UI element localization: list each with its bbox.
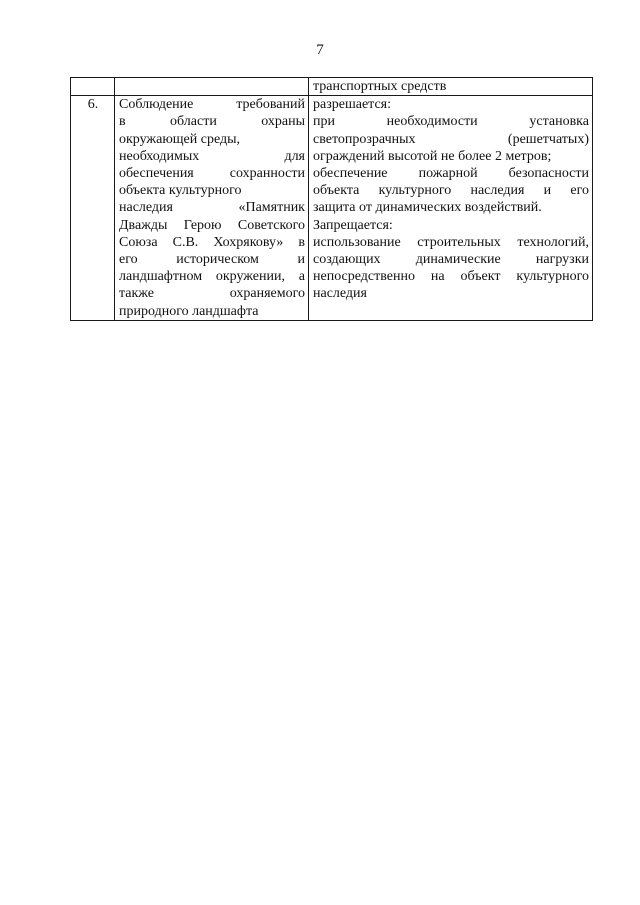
regulation-line: ограждений высотой не более 2 метров; — [313, 148, 552, 164]
page-number: 7 — [316, 42, 324, 58]
regulations-table — [70, 77, 593, 321]
requirement-line: объекта культурного — [119, 183, 242, 199]
table-row — [71, 96, 593, 321]
requirement-line: окружающей среды, — [119, 131, 241, 147]
regulation-line: обеспечение пожарной безопасности — [313, 166, 589, 182]
regulation-line: при необходимости установка — [313, 114, 589, 130]
requirement-line: ландшафтном окружении, а — [119, 269, 305, 285]
requirement-line: наследия «Памятник — [119, 200, 305, 216]
regulation-line: разрешается: — [313, 97, 391, 113]
regulation-line: наследия — [313, 286, 367, 302]
regulation-line: непосредственно на объект культурного — [313, 269, 589, 285]
requirement-line: обеспечения сохранности — [119, 166, 305, 182]
row-number-cell: 6. — [71, 96, 115, 321]
regulation-line: создающих динамические нагрузки — [313, 252, 589, 268]
requirement-line: его историческом и — [119, 252, 305, 268]
regulation-cell — [309, 78, 593, 96]
row-number-cell — [71, 78, 115, 96]
requirement-line: также охраняемого — [119, 286, 305, 302]
requirement-line: Соблюдение требований — [119, 97, 305, 113]
regulation-line: объекта культурного наследия и его — [313, 183, 589, 199]
requirement-line: Союза С.В. Хохрякову» в — [119, 234, 305, 250]
requirement-cell — [115, 78, 309, 96]
requirement-line: необходимых для — [119, 148, 305, 164]
requirement-line: в области охраны — [119, 114, 305, 130]
regulation-line: защита от динамических воздействий. — [313, 200, 542, 216]
table-row-continuation — [71, 78, 593, 96]
regulation-line: использование строительных технологий, — [313, 234, 589, 250]
requirement-line: Дважды Герою Советского — [119, 217, 305, 233]
regulation-cell — [309, 96, 593, 321]
requirement-cell — [115, 96, 309, 321]
regulation-line: Запрещается: — [313, 217, 393, 233]
regulation-line: светопрозрачных (решетчатых) — [313, 131, 589, 147]
requirement-line: природного ландшафта — [119, 303, 259, 319]
regulation-line: транспортных средств — [313, 79, 447, 94]
